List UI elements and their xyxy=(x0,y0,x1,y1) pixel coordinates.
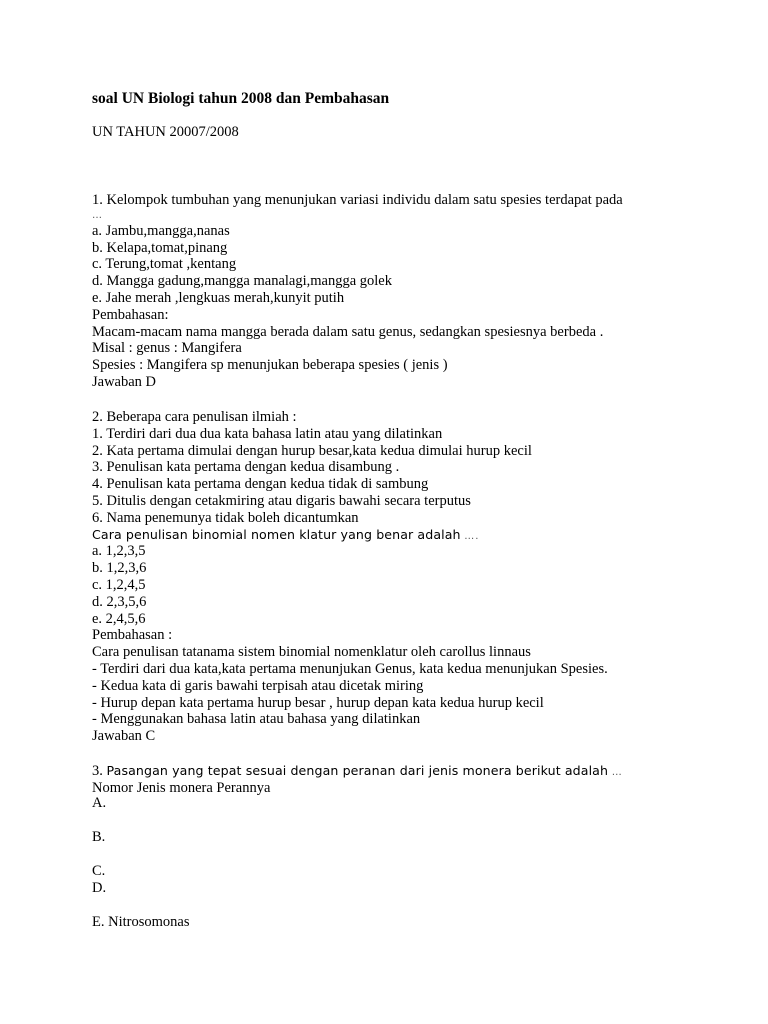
option-d: d. Mangga gadung,mangga manalagi,mangga golek xyxy=(92,273,392,290)
question-3 xyxy=(92,763,623,797)
statement: 5. Ditulis dengan cetakmiring atau digaris bawahi secara terputus xyxy=(92,492,471,509)
option-e: e. Jahe merah ,lengkuas merah,kunyit putih xyxy=(92,289,345,306)
prompt-text: Cara penulisan binomial nomen klatur yang benar adalah xyxy=(92,526,461,542)
question-1-text: 1. Kelompok tumbuhan yang menunjukan variasi individu dalam satu spesies terdapat pada xyxy=(92,192,623,208)
option-d: D. xyxy=(92,880,107,896)
question-3-number: 3. xyxy=(92,763,103,779)
statement: 1. Terdiri dari dua dua kata bahasa latin atau yang dilatinkan xyxy=(92,425,443,442)
statement: 3. Penulisan kata pertama dengan kedua disambung . xyxy=(92,459,400,476)
option-e: E. Nitrosomonas xyxy=(92,914,190,930)
question-3-ellipsis: … xyxy=(611,767,623,778)
option-b: B. xyxy=(92,829,106,845)
discussion-line: - Menggunakan bahasa latin atau bahasa yang dilatinkan xyxy=(92,711,421,728)
option-d: d. 2,3,5,6 xyxy=(92,593,147,610)
statement: 6. Nama penemunya tidak boleh dicantumkan xyxy=(92,509,359,526)
statement: 4. Penulisan kata pertama dengan kedua tidak di sambung xyxy=(92,476,429,493)
question-1 xyxy=(92,192,623,391)
question-3-text xyxy=(92,763,623,780)
question-2 xyxy=(92,409,608,745)
discussion-label: Pembahasan: xyxy=(92,306,169,323)
question-1-ellipsis: … xyxy=(92,209,103,221)
option-a: a. Jambu,mangga,nanas xyxy=(92,222,230,239)
document-title: soal UN Biologi tahun 2008 dan Pembahasan xyxy=(92,90,390,107)
prompt-ellipsis: …. xyxy=(464,530,480,542)
option-e: e. 2,4,5,6 xyxy=(92,610,146,627)
document-subtitle: UN TAHUN 20007/2008 xyxy=(92,124,239,140)
discussion-line: - Hurup depan kata pertama hurup besar , hurup depan kata kedua hurup kecil xyxy=(92,694,544,711)
option-a: a. 1,2,3,5 xyxy=(92,543,146,560)
option-c: C. xyxy=(92,863,106,879)
discussion-line: Macam-macam nama mangga berada dalam satu genus, sedangkan spesiesnya berbeda . xyxy=(92,323,604,340)
discussion-line: - Terdiri dari dua kata,kata pertama menunjukan Genus, kata kedua menunjukan Spesies. xyxy=(92,660,608,677)
table-header: Nomor Jenis monera Perannya xyxy=(92,779,271,796)
option-b: b. 1,2,3,6 xyxy=(92,560,147,577)
option-b: b. Kelapa,tomat,pinang xyxy=(92,239,228,256)
answer: Jawaban D xyxy=(92,373,157,390)
question-2-prompt xyxy=(92,527,608,544)
answer: Jawaban C xyxy=(92,728,156,745)
option-a: A. xyxy=(92,795,107,811)
discussion-label: Pembahasan : xyxy=(92,627,173,644)
statement: 2. Kata pertama dimulai dengan hurup besar,kata kedua dimulai hurup kecil xyxy=(92,442,532,459)
discussion-line: Misal : genus : Mangifera xyxy=(92,340,242,357)
question-3-body: Pasangan yang tepat sesuai dengan peranan dari jenis monera berikut adalah xyxy=(106,763,609,778)
discussion-line: Spesies : Mangifera sp menunjukan beberapa spesies ( jenis ) xyxy=(92,357,448,374)
option-c: c. Terung,tomat ,kentang xyxy=(92,256,237,273)
discussion-line: - Kedua kata di garis bawahi terpisah atau dicetak miring xyxy=(92,677,424,694)
option-c: c. 1,2,4,5 xyxy=(92,576,146,593)
question-2-text: 2. Beberapa cara penulisan ilmiah : xyxy=(92,409,297,425)
discussion-line: Cara penulisan tatanama sistem binomial nomenklatur oleh carollus linnaus xyxy=(92,644,531,661)
